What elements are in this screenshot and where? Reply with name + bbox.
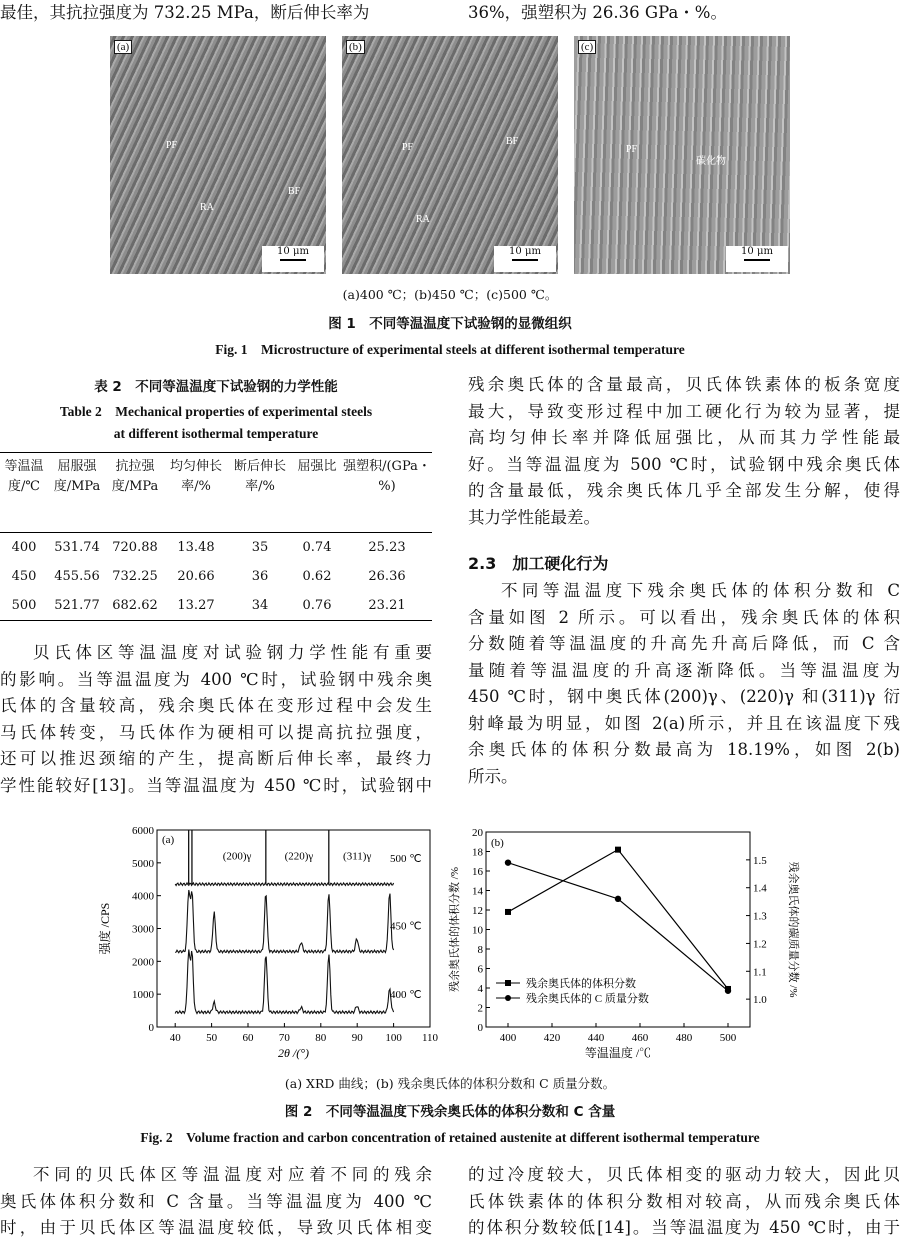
text-line: 含量如图 2 所示。可以看出，残余奥氏体的体积 <box>468 607 900 627</box>
xrd-chart <box>95 822 445 1062</box>
fig1-subcaption: (a)400 ℃；(b)450 ℃；(c)500 ℃。 <box>342 287 558 302</box>
table-cell: 35 <box>251 540 269 556</box>
table-cell: 400 <box>11 540 37 556</box>
micrograph-b <box>342 36 558 274</box>
table-row <box>0 591 432 621</box>
text-line: 的含量最低，残余奥氏体几乎全部发生分解，使得 <box>468 481 900 500</box>
table-header-cell: 等温温度/℃ <box>4 459 44 494</box>
text-line: 分数随着等温温度的升高先升高后降低，而 C 含 <box>468 634 900 653</box>
table-cell: 34 <box>251 597 269 613</box>
x-axis-label: 2θ /(°) <box>277 1046 310 1060</box>
y-tick-label: 2 <box>477 1002 483 1015</box>
x-tick-label: 400 <box>499 1032 517 1044</box>
xrd-series-line <box>175 890 393 953</box>
y2-tick-label: 1.5 <box>753 854 767 867</box>
y-tick-label: 6 <box>477 963 483 976</box>
fig2-subcaption: (a) XRD 曲线；(b) 残余奥氏体的体积分数和 C 质量分数。 <box>284 1076 616 1091</box>
top-line-right: 36%，强塑积为 26.36 GPa・%。 <box>468 3 727 22</box>
top-line-left: 最佳，其抗拉强度为 732.25 MPa，断后伸长率为 <box>0 3 370 22</box>
legend-marker <box>505 995 511 1001</box>
y-tick-label: 10 <box>472 924 483 937</box>
table2-caption-en-2: at different isothermal temperature <box>113 426 319 441</box>
y2-tick-label: 1.0 <box>753 994 767 1007</box>
data-point-square <box>615 847 621 853</box>
peak-label: (311)γ <box>343 850 372 863</box>
micrograph-c <box>574 36 790 274</box>
phase-label: PF <box>166 140 178 151</box>
table-cell: 20.66 <box>177 569 215 584</box>
table-cell: 25.23 <box>368 540 406 556</box>
table-cell: 450 <box>11 569 37 584</box>
phase-label: BF <box>506 136 519 147</box>
table-cell: 0.62 <box>302 569 332 584</box>
y-axis-label: 残余奥氏体的体积分数 /% <box>449 867 461 992</box>
xrd-series-line <box>175 883 393 886</box>
data-point-circle <box>615 896 621 902</box>
fig2-caption-cn: 图 2 不同等温温度下残余奥氏体的体积分数和 C 含量 <box>284 1104 616 1120</box>
y-tick-label: 0 <box>477 1022 483 1034</box>
text-line: 还可以推迟颈缩的产生，提高断后伸长率，最终力 <box>0 749 432 768</box>
text-line: 贝氏体区等温温度对试验钢力学性能有重要 <box>33 643 432 662</box>
y2-axis-label: 残余奥氏体的碳质量分数 /% <box>787 861 799 998</box>
text-line: 残余奥氏体的含量最高，贝氏体铁素体的板条宽度 <box>468 375 900 394</box>
right-paragraph-2 <box>468 578 900 790</box>
series-label: 450 ℃ <box>390 920 422 933</box>
y-tick-label: 8 <box>477 944 483 956</box>
y-tick-label: 4000 <box>132 890 154 903</box>
text-line: 时，由于贝氏体区等温温度较低，导致贝氏体相变 <box>0 1218 432 1237</box>
table-cell: 732.25 <box>112 569 158 584</box>
data-point-circle <box>505 859 511 865</box>
x-tick-label: 500 <box>719 1032 737 1044</box>
section-heading: 2.3 加工硬化行为 <box>468 554 609 573</box>
text-line: 氏体铁素体的体积分数相对较高，从而残余奥氏体 <box>468 1191 900 1211</box>
y-tick-label: 1000 <box>132 989 154 1002</box>
x-tick-label: 460 <box>631 1032 649 1044</box>
text-line: 的体积分数较低[14]。当等温温度为 450 ℃时，由于 <box>468 1218 900 1237</box>
data-point-circle <box>725 988 731 994</box>
text-line: 所示。 <box>468 766 518 786</box>
x-tick-label: 60 <box>242 1032 254 1044</box>
micrograph-a <box>110 36 326 274</box>
scale-bar: 10 μm <box>494 246 556 272</box>
phase-label: 碳化物 <box>696 156 726 167</box>
x-tick-label: 480 <box>675 1032 693 1044</box>
table-header-cell: 屈强比 <box>297 459 337 474</box>
y-tick-label: 6000 <box>132 825 154 837</box>
table-cell: 36 <box>251 569 269 584</box>
phase-label: RA <box>200 202 214 213</box>
fig1-caption-en: Fig. 1 Microstructure of experimental steels at different isothermal temperature <box>215 342 685 357</box>
scale-bar: 10 μm <box>262 246 324 272</box>
series-label: 500 ℃ <box>390 853 422 866</box>
text-line: 不同的贝氏体区等温温度对应着不同的残余 <box>33 1165 432 1184</box>
y2-tick-label: 1.2 <box>753 938 767 951</box>
x-tick-label: 80 <box>315 1032 327 1044</box>
table-cell: 0.74 <box>302 540 332 556</box>
y-tick-label: 14 <box>472 885 483 898</box>
x-tick-label: 90 <box>351 1032 363 1044</box>
x-tick-label: 100 <box>385 1032 402 1044</box>
legend-label: 残余奥氏体的 C 质量分数 <box>526 993 649 1005</box>
panel-label: (b) <box>491 837 504 849</box>
scale-bar: 10 μm <box>726 246 788 272</box>
y-tick-label: 12 <box>472 905 483 917</box>
y-tick-label: 20 <box>472 827 483 839</box>
text-line: 其力学性能最差。 <box>468 507 600 527</box>
austenite-chart <box>438 822 808 1062</box>
text-line: 450 ℃时，钢中奥氏体(200)γ、(220)γ 和(311)γ 衍 <box>468 687 900 706</box>
series-line <box>508 863 728 991</box>
y-tick-label: 0 <box>148 1022 154 1034</box>
table-cell: 23.21 <box>368 597 406 613</box>
table-header-cell: 断后伸长率/% <box>233 459 286 494</box>
text-line: 量随着等温温度的升高逐渐降低。当等温温度为 <box>468 660 900 680</box>
x-tick-label: 110 <box>421 1032 439 1044</box>
text-line: 奥氏体体积分数和 C 含量。当等温温度为 400 ℃ <box>0 1191 432 1211</box>
y2-tick-label: 1.3 <box>753 910 767 923</box>
text-line: 学性能较好[13]。当等温温度为 450 ℃时，试验钢中 <box>0 775 432 795</box>
table-cell: 455.56 <box>54 569 100 584</box>
y-axis-label: 强度 /CPS <box>98 902 112 955</box>
series-line <box>508 850 728 989</box>
table-cell: 13.48 <box>177 540 215 556</box>
panel-label: (a) <box>162 834 175 846</box>
x-tick-label: 440 <box>587 1032 605 1044</box>
table-header-cell: 屈服强度/MPa <box>53 459 101 494</box>
table-cell: 0.76 <box>302 597 332 613</box>
text-line: 最大，导致变形过程中加工硬化行为较为显著，提 <box>468 401 900 421</box>
text-line: 不同等温温度下残余奥氏体的体积分数和 C <box>501 581 900 600</box>
phase-label: PF <box>626 144 638 155</box>
xrd-series-line <box>175 950 393 1014</box>
panel-tag: (b) <box>346 40 365 54</box>
panel-tag: (a) <box>114 40 132 54</box>
x-tick-label: 50 <box>206 1032 218 1044</box>
phase-label: PF <box>402 142 414 153</box>
table2-caption-en-1: Table 2 Mechanical properties of experimental steels <box>59 404 373 419</box>
table2-caption-cn: 表 2 不同等温温度下试验钢的力学性能 <box>94 379 338 395</box>
table-header-row <box>0 453 432 533</box>
x-tick-label: 70 <box>278 1032 290 1044</box>
text-line: 高均匀伸长率并降低屈强比，从而其力学性能最 <box>468 428 900 447</box>
text-line: 射峰最为明显，如图 2(a)所示，并且在该温度下残 <box>468 713 900 733</box>
text-line: 好。当等温温度为 500 ℃时，试验钢中残余奥氏体 <box>468 454 900 474</box>
table-cell: 531.74 <box>54 540 100 556</box>
table-header-cell: 抗拉强度/MPa <box>111 459 159 494</box>
bottom-right-paragraph <box>468 1162 900 1242</box>
y-tick-label: 2000 <box>132 956 154 969</box>
phase-label: BF <box>288 186 301 197</box>
left-paragraph <box>0 640 432 799</box>
peak-label: (220)γ <box>284 850 314 863</box>
x-axis-label: 等温温度 /℃ <box>584 1046 652 1060</box>
data-point-square <box>505 909 511 915</box>
peak-label: (200)γ <box>222 850 252 863</box>
y-tick-label: 16 <box>472 866 483 878</box>
table-header-cell: 均匀伸长率/% <box>169 459 222 494</box>
table-cell: 720.88 <box>112 540 158 556</box>
table-cell: 682.62 <box>112 597 158 613</box>
right-paragraph-1 <box>468 372 900 531</box>
table-header-cell: 强塑积/(GPa・%) <box>343 459 431 494</box>
y-tick-label: 4 <box>477 983 483 995</box>
x-tick-label: 40 <box>169 1032 181 1044</box>
y2-tick-label: 1.1 <box>753 966 767 979</box>
y-tick-label: 3000 <box>132 923 154 936</box>
table-cell: 500 <box>11 597 37 613</box>
table-row <box>0 533 432 563</box>
x-tick-label: 420 <box>543 1032 561 1044</box>
table-cell: 26.36 <box>368 569 406 584</box>
table2 <box>0 452 432 621</box>
legend-marker <box>505 980 511 986</box>
series-label: 400 ℃ <box>390 989 422 1002</box>
fig1-caption-cn: 图 1 不同等温温度下试验钢的显微组织 <box>328 316 572 332</box>
y-tick-label: 18 <box>472 846 483 859</box>
bottom-left-paragraph <box>0 1162 432 1242</box>
panel-tag: (c) <box>578 40 596 54</box>
text-line: 余奥氏体的体积分数最高为 18.19%，如图 2(b) <box>468 740 900 759</box>
y2-tick-label: 1.4 <box>753 882 767 895</box>
phase-label: RA <box>416 214 430 225</box>
text-line: 的影响。当等温温度为 400 ℃时，试验钢中残余奥 <box>0 669 432 689</box>
legend-label: 残余奥氏体的体积分数 <box>526 978 636 990</box>
table-cell: 521.77 <box>54 597 100 613</box>
table-cell: 13.27 <box>177 597 215 613</box>
text-line: 氏体的含量较高，残余奥氏体在变形过程中会发生 <box>0 696 432 715</box>
text-line: 马氏体转变，马氏体作为硬相可以提高抗拉强度， <box>0 722 432 742</box>
fig2-caption-en: Fig. 2 Volume fraction and carbon concentration of retained austenite at different isothermal temperature <box>140 1130 760 1145</box>
y-tick-label: 5000 <box>132 857 154 870</box>
text-line: 的过冷度较大，贝氏体相变的驱动力较大，因此贝 <box>468 1165 900 1184</box>
table-row <box>0 563 432 591</box>
